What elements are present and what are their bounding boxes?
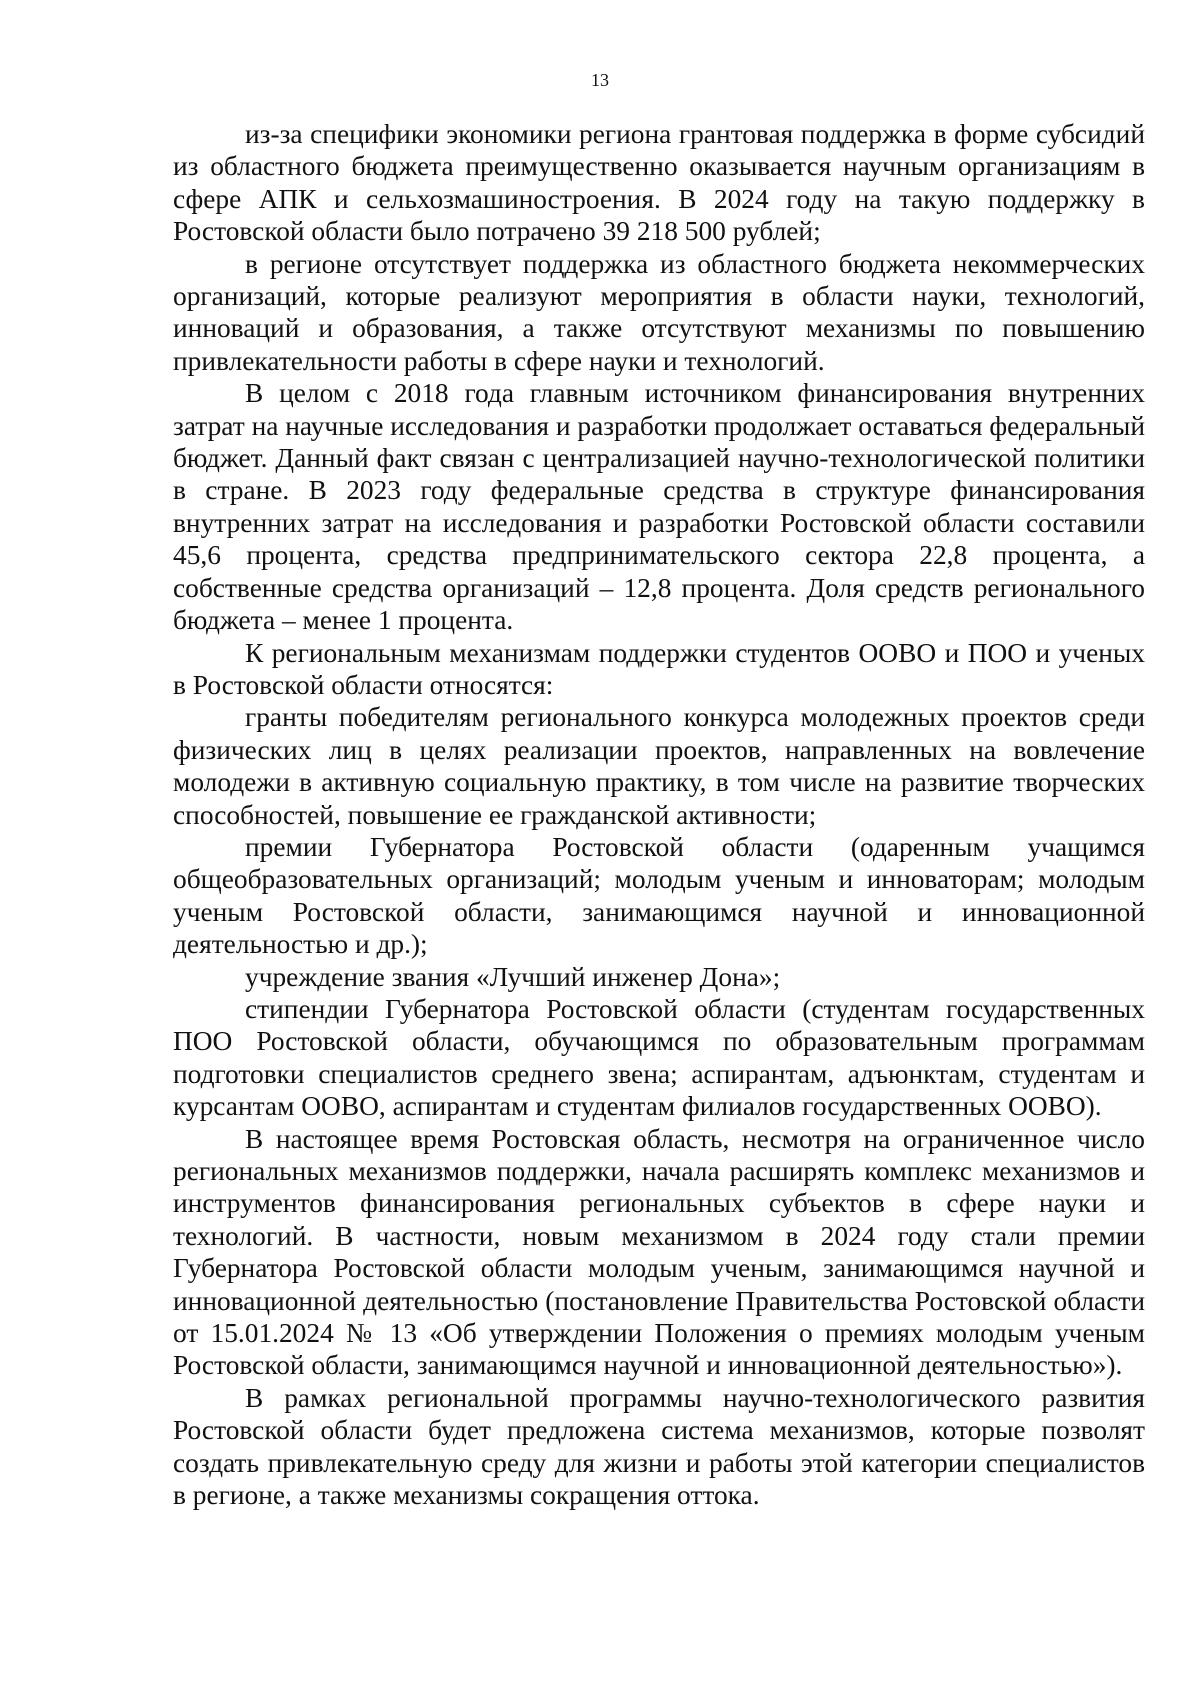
paragraph-nonprofit-support: в регионе отсутствует поддержка из областного бюджета некоммерческих организаций, которые реализуют мероприятия в области науки, технологий, инноваций и образования, а также отсутствуют механизмы по повышению привлекательности работы в сфере науки и технологий. <box>173 248 1145 376</box>
paragraph-support-mechanisms-intro: К региональным механизмам поддержки студентов ООВО и ПОО и ученых в Ростовской области относятся: <box>173 637 1145 700</box>
paragraph-best-engineer-title: учреждение звания «Лучший инженер Дона»; <box>245 961 781 992</box>
paragraph-new-mechanisms: В настоящее время Ростовская область, несмотря на ограниченное число региональных механизмов поддержки, начала расширять комплекс механизмов и инструментов финансирования региональных субъектов в сфере науки и технологий. В частности, новым механизмом в 2024 году стали премии Губернатора Ростовской области молодым ученым, занимающимся научной и инновационной деятельностью (постановление Правительства Ростовской области от 15.01.2024 № 13 «Об утверждении Положения о премиях молодым ученым Ростовской области, занимающимся научной и инновационной деятельностью»). <box>173 1123 1145 1381</box>
paragraph-funding-structure: В целом с 2018 года главным источником финансирования внутренних затрат на научные исследования и разработки продолжает оставаться федеральный бюджет. Данный факт связан с централизацией научно-технологической политики в стране. В 2023 году федеральные средства в структуре финансирования внутренних затрат на исследования и разработки Ростовской области составили 45,6 процента, средства предпринимательского сектора 22,8 процента, а собственные средства организаций – 12,8 процента. Доля средств регионального бюджета – менее 1 процента. <box>173 378 1145 636</box>
paragraph-grant-support: из-за специфики экономики региона грантовая поддержка в форме субсидий из областного бюджета преимущественно оказывается научным организациям в сфере АПК и сельхозмашиностроения. В 2024 году на такую поддержку в Ростовской области было потрачено 39 218 500 рублей; <box>173 119 1145 247</box>
paragraph-youth-grants: гранты победителям регионального конкурса молодежных проектов среди физических лиц в целях реализации проектов, направленных на вовлечение молодежи в активную социальную практику, в том числе на развитие творческих способностей, повышение ее гражданской активности; <box>173 702 1145 830</box>
page-number: 13 <box>591 70 609 90</box>
paragraph-regional-program: В рамках региональной программы научно-технологического развития Ростовской области будет предложена система механизмов, которые позволят создать привлекательную среду для жизни и работы этой категории специалистов в регионе, а также механизмы сокращения оттока. <box>173 1382 1145 1511</box>
paragraph-governor-prizes: премии Губернатора Ростовской области (одаренным учащимся общеобразовательных организаций; молодым ученым и инноваторам; молодым ученым Ростовской области, занимающимся научной и инновационной деятельностью и др.); <box>173 831 1145 960</box>
paragraph-governor-scholarships: стипендии Губернатора Ростовской области (студентам государственных ПОО Ростовской области, обучающимся по образовательным программам подготовки специалистов среднего звена; аспирантам, адъюнктам, студентам и курсантам ООВО, аспирантам и студентам филиалов государственных ООВО). <box>173 993 1145 1122</box>
document-body <box>173 118 1145 1511</box>
